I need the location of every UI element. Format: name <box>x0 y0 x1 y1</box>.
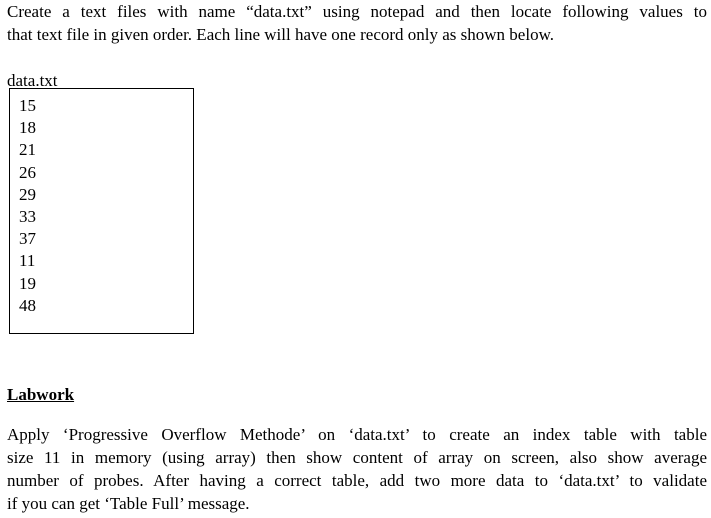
file-value: 26 <box>19 162 36 182</box>
file-value: 29 <box>19 184 36 204</box>
labwork-heading: Labwork <box>7 385 75 404</box>
file-value: 21 <box>19 140 36 160</box>
labwork-line: number of probes. After having a correct table, add two more data to ‘data.txt’ to validate <box>7 471 707 490</box>
file-values-list <box>19 95 36 317</box>
file-value: 33 <box>19 206 36 226</box>
file-value: 37 <box>19 229 36 249</box>
intro-paragraph-line-2: that text file in given order. Each line will have one record only as shown below. <box>7 25 554 44</box>
intro-paragraph-line-1: Create a text files with name “data.txt” using notepad and then locate following values to <box>7 2 707 21</box>
file-value: 48 <box>19 295 36 315</box>
file-value: 18 <box>19 118 36 138</box>
file-value: 11 <box>19 251 36 271</box>
file-name-label: data.txt <box>7 71 58 90</box>
file-contents-box <box>9 88 194 334</box>
file-value: 19 <box>19 273 36 293</box>
labwork-line: if you can get ‘Table Full’ message. <box>7 494 250 513</box>
labwork-line: size 11 in memory (using array) then show content of array on screen, also show average <box>7 448 707 467</box>
file-value: 15 <box>19 96 36 115</box>
labwork-line: Apply ‘Progressive Overflow Methode’ on ‘data.txt’ to create an index table with table <box>7 425 707 444</box>
